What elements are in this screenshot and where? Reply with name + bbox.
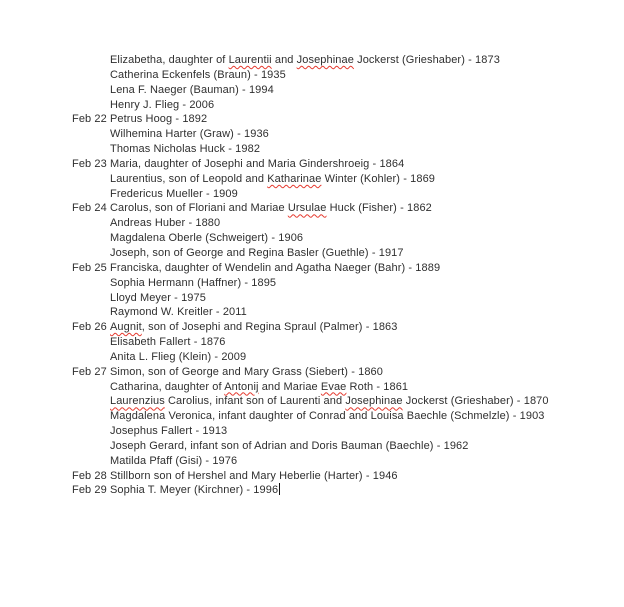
misspelled-word[interactable]: Katharinae — [267, 172, 322, 185]
record-line[interactable] — [110, 98, 624, 113]
text-segment: Josephus Fallert - 1913 — [110, 425, 228, 438]
record-text — [110, 69, 286, 81]
record-text — [110, 113, 207, 125]
text-segment: and — [271, 54, 297, 66]
record-line[interactable] — [72, 320, 624, 335]
text-segment: Lena F. Naeger (Bauman) - 1994 — [110, 83, 274, 96]
text-segment: Petrus Hoog - 1892 — [110, 113, 208, 126]
record-text — [110, 351, 246, 363]
record-text — [110, 84, 274, 96]
record-text — [110, 188, 238, 200]
record-line[interactable] — [110, 424, 624, 439]
record-text — [110, 306, 247, 318]
text-segment: Carolius, infant son of Laurenti and — [164, 395, 346, 408]
misspelled-word[interactable]: Evae — [320, 380, 347, 393]
misspelled-word[interactable]: Josephinae — [296, 54, 354, 66]
record-line[interactable] — [110, 394, 624, 409]
text-segment: Franciska, daughter of Wendelin and Agatha Naeger (Bahr) - 1889 — [110, 261, 441, 274]
record-text — [110, 173, 435, 185]
text-segment: Magdalena Oberle (Schweigert) - 1906 — [110, 232, 304, 245]
record-text — [110, 292, 206, 304]
text-segment: Raymond W. Kreitler - 2011 — [110, 306, 247, 319]
date-label: Feb 27 — [72, 365, 107, 378]
date-label: Feb 28 — [72, 469, 107, 482]
text-segment: Lloyd Meyer - 1975 — [110, 291, 206, 304]
text-segment: Catharina, daughter of — [110, 380, 225, 393]
record-line[interactable] — [110, 127, 624, 142]
misspelled-word[interactable]: Josephinae — [345, 395, 403, 408]
date-label: Feb 24 — [72, 202, 107, 215]
record-text — [110, 410, 545, 422]
text-segment: Joseph, son of George and Regina Basler (Guethle) - 1917 — [110, 246, 404, 259]
text-segment: Huck (Fisher) - 1862 — [326, 202, 432, 215]
text-editor-area[interactable] — [72, 53, 624, 498]
record-line[interactable] — [110, 291, 624, 306]
record-text — [110, 232, 303, 244]
record-line[interactable] — [72, 483, 624, 498]
record-line[interactable] — [110, 454, 624, 469]
record-text — [110, 440, 469, 452]
text-segment: Laurentius, son of Leopold and — [110, 172, 268, 185]
text-segment: , son of Josephi and Regina Spraul (Palmer) - 1863 — [141, 321, 398, 334]
record-line[interactable] — [110, 231, 624, 246]
record-line[interactable] — [110, 83, 624, 98]
text-segment: and Mariae — [258, 380, 321, 393]
record-text — [110, 99, 214, 111]
record-text — [110, 217, 220, 229]
record-text — [110, 395, 549, 407]
misspelled-word[interactable]: Laurentii — [228, 54, 272, 66]
record-line[interactable] — [110, 409, 624, 424]
record-line[interactable] — [110, 172, 624, 187]
record-line[interactable] — [72, 201, 624, 216]
text-segment: Maria, daughter of Josephi and Maria Gindershroeig - 1864 — [110, 157, 405, 170]
text-segment: Sophia Hermann (Haffner) - 1895 — [110, 276, 277, 289]
record-line[interactable] — [110, 53, 624, 68]
text-segment: Wilhemina Harter (Graw) - 1936 — [110, 128, 269, 141]
text-segment: Catherina Eckenfels (Braun) - 1935 — [110, 68, 286, 81]
record-line[interactable] — [110, 142, 624, 157]
text-segment: Elisabeth Fallert - 1876 — [110, 336, 226, 349]
record-line[interactable] — [110, 439, 624, 454]
date-label: Feb 22 — [72, 113, 107, 126]
misspelled-word[interactable]: Antonij — [224, 380, 259, 393]
date-label: Feb 29 — [72, 484, 107, 497]
text-segment: Winter (Kohler) - 1869 — [321, 172, 435, 185]
record-text — [110, 54, 500, 66]
record-line[interactable] — [72, 157, 624, 172]
record-text — [110, 366, 383, 378]
date-label: Feb 25 — [72, 261, 107, 274]
record-text — [110, 470, 398, 482]
record-text — [110, 143, 260, 155]
date-label: Feb 23 — [72, 157, 107, 170]
record-line[interactable] — [110, 276, 624, 291]
text-segment: Simon, son of George and Mary Grass (Siebert) - 1860 — [110, 365, 383, 378]
record-line[interactable] — [72, 261, 624, 276]
text-segment: Jockerst (Grieshaber) - 1873 — [353, 54, 500, 66]
text-segment: Jockerst (Grieshaber) - 1870 — [402, 395, 549, 408]
text-segment: Roth - 1861 — [346, 380, 409, 393]
record-text — [110, 277, 276, 289]
text-segment: Joseph Gerard, infant son of Adrian and Doris Bauman (Baechle) - 1962 — [110, 439, 469, 452]
record-line[interactable] — [110, 305, 624, 320]
date-label: Feb 26 — [72, 321, 107, 334]
record-line[interactable] — [110, 350, 624, 365]
text-segment: Anita L. Flieg (Klein) - 2009 — [110, 350, 247, 363]
record-line[interactable] — [72, 469, 624, 484]
text-segment: Sophia T. Meyer (Kirchner) - 1996 — [110, 484, 279, 497]
record-line[interactable] — [110, 68, 624, 83]
record-text — [110, 455, 237, 467]
record-text — [110, 336, 226, 348]
misspelled-word[interactable]: Augnit — [110, 321, 142, 334]
misspelled-word[interactable]: Laurenzius — [110, 395, 165, 408]
text-segment: Elizabetha, daughter of — [110, 54, 229, 66]
record-text — [110, 484, 280, 496]
text-segment: Thomas Nicholas Huck - 1982 — [110, 143, 261, 156]
record-line[interactable] — [110, 335, 624, 350]
record-text — [110, 247, 404, 259]
text-caret — [279, 483, 280, 495]
record-line[interactable] — [110, 216, 624, 231]
record-text — [110, 158, 404, 170]
record-text — [110, 321, 398, 333]
record-line[interactable] — [110, 380, 624, 395]
record-text — [110, 425, 227, 437]
record-text — [110, 128, 269, 140]
record-line[interactable] — [72, 365, 624, 380]
record-line[interactable] — [72, 112, 624, 127]
text-segment: Carolus, son of Floriani and Mariae — [110, 202, 288, 215]
record-text — [110, 262, 440, 274]
text-segment: Henry J. Flieg - 2006 — [110, 98, 215, 111]
text-segment: Matilda Pfaff (Gisi) - 1976 — [110, 454, 238, 467]
record-text — [110, 381, 408, 393]
text-segment: Andreas Huber - 1880 — [110, 217, 221, 230]
record-line[interactable] — [110, 187, 624, 202]
text-segment: Fredericus Mueller - 1909 — [110, 187, 238, 200]
misspelled-word[interactable]: Ursulae — [287, 202, 327, 215]
record-text — [110, 202, 432, 214]
record-line[interactable] — [110, 246, 624, 261]
text-segment: Stillborn son of Hershel and Mary Heberlie (Harter) - 1946 — [110, 469, 398, 482]
text-segment: Magdalena Veronica, infant daughter of Conrad and Louisa Baechle (Schmelzle) - 1903 — [110, 410, 545, 423]
